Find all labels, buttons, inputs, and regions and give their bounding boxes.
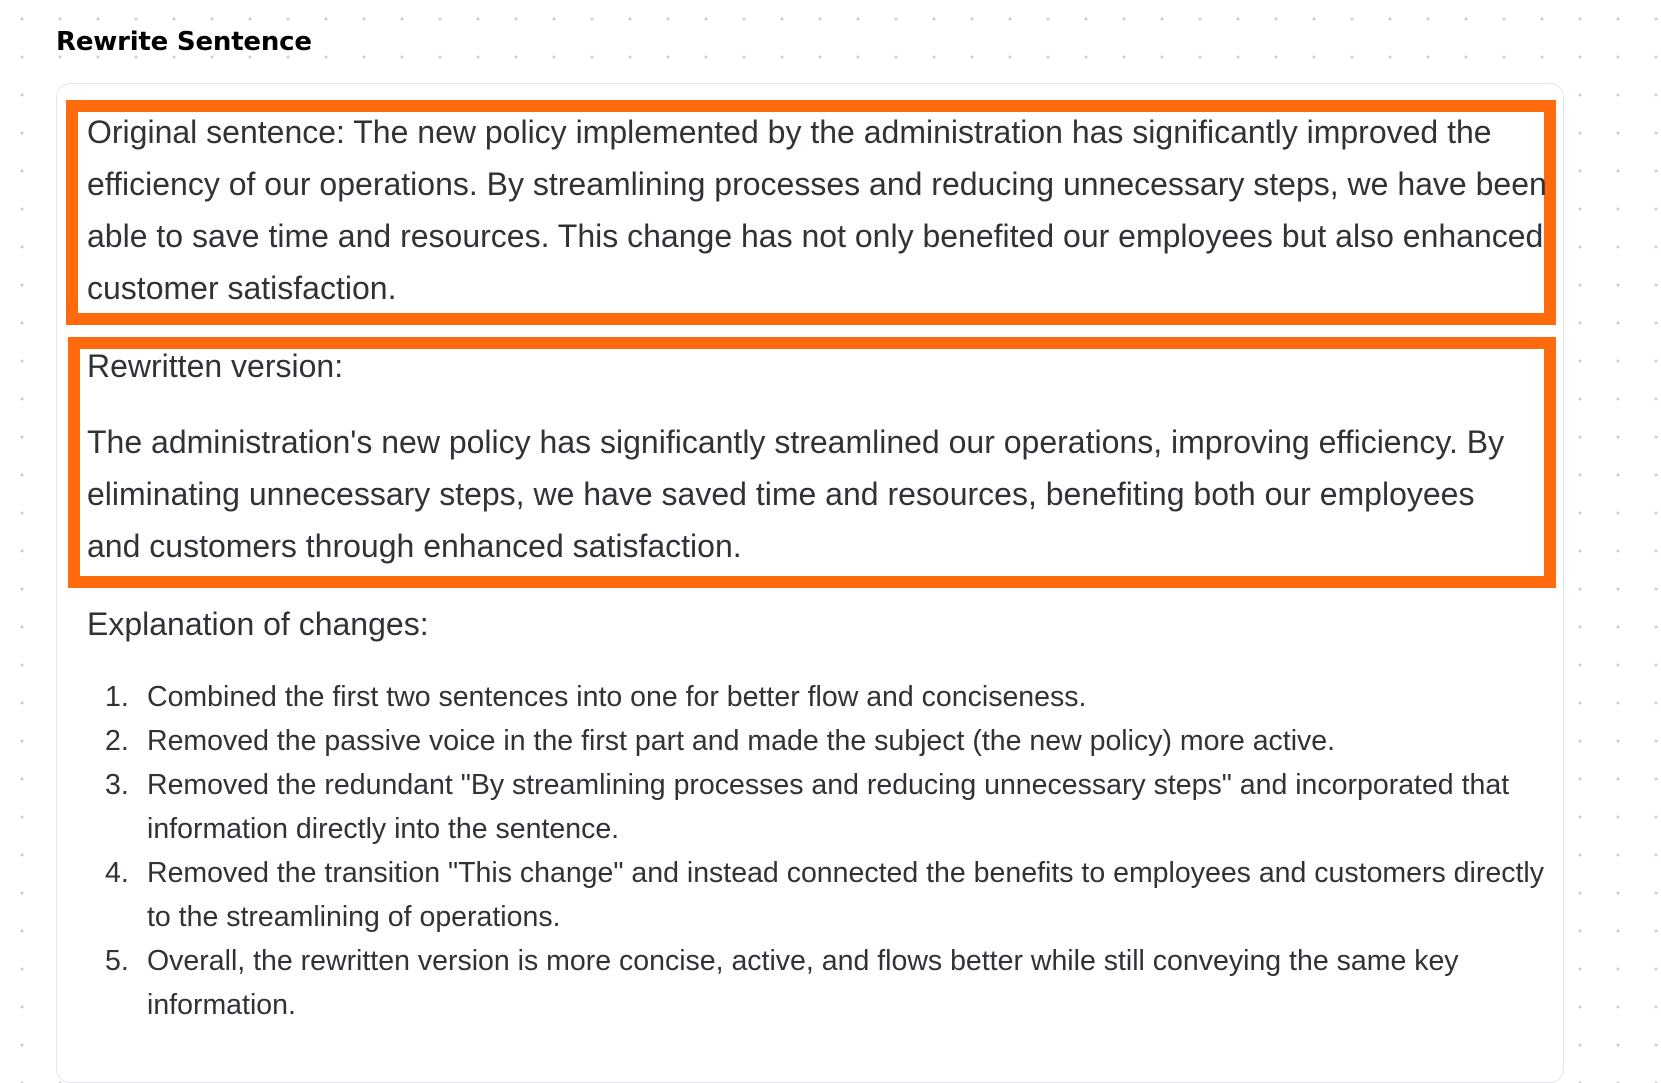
list-item	[100, 675, 1560, 719]
list-item-text: Removed the passive voice in the first part and made the subject (the new policy) more active.	[147, 725, 1336, 757]
list-item-text: Removed the redundant "By streamlining processes and reducing unnecessary steps" and incorporated that information directly into the sentence.	[147, 769, 1510, 845]
rewritten-version-text: The administration's new policy has significantly streamlined our operations, improving efficiency. By eliminating unnecessary steps, we have saved time and resources, benefiting both our employees and customers through enhanced satisfaction.	[87, 424, 1505, 564]
original-sentence: Original sentence: The new policy implemented by the administration has significantly improved the efficiency of our operations. By streamlining processes and reducing unnecessary steps, we have been able to save time and resources. This change has not only benefited our employees but also enhanced customer satisfaction.	[87, 114, 1547, 306]
node-title: Rewrite Sentence	[56, 27, 312, 57]
rewritten-version-label: Rewritten version:	[87, 348, 344, 384]
list-item-text: Overall, the rewritten version is more concise, active, and flows better while still conveying the same key information.	[147, 945, 1459, 1021]
list-item	[100, 851, 1560, 939]
list-item	[100, 763, 1560, 851]
list-item-text: Removed the transition "This change" and instead connected the benefits to employees and customers directly to the streamlining of operations.	[147, 857, 1544, 933]
list-item	[100, 939, 1560, 1027]
changes-list	[100, 675, 1560, 1027]
list-item-text: Combined the first two sentences into one for better flow and conciseness.	[147, 681, 1087, 713]
list-item	[100, 719, 1560, 763]
list-item-number: 4.	[105, 857, 129, 889]
list-item-number: 2.	[105, 725, 129, 757]
list-item-number: 3.	[105, 769, 129, 801]
list-item-number: 1.	[105, 681, 129, 713]
list-item-number: 5.	[105, 945, 129, 977]
explanation-label: Explanation of changes:	[87, 606, 429, 642]
